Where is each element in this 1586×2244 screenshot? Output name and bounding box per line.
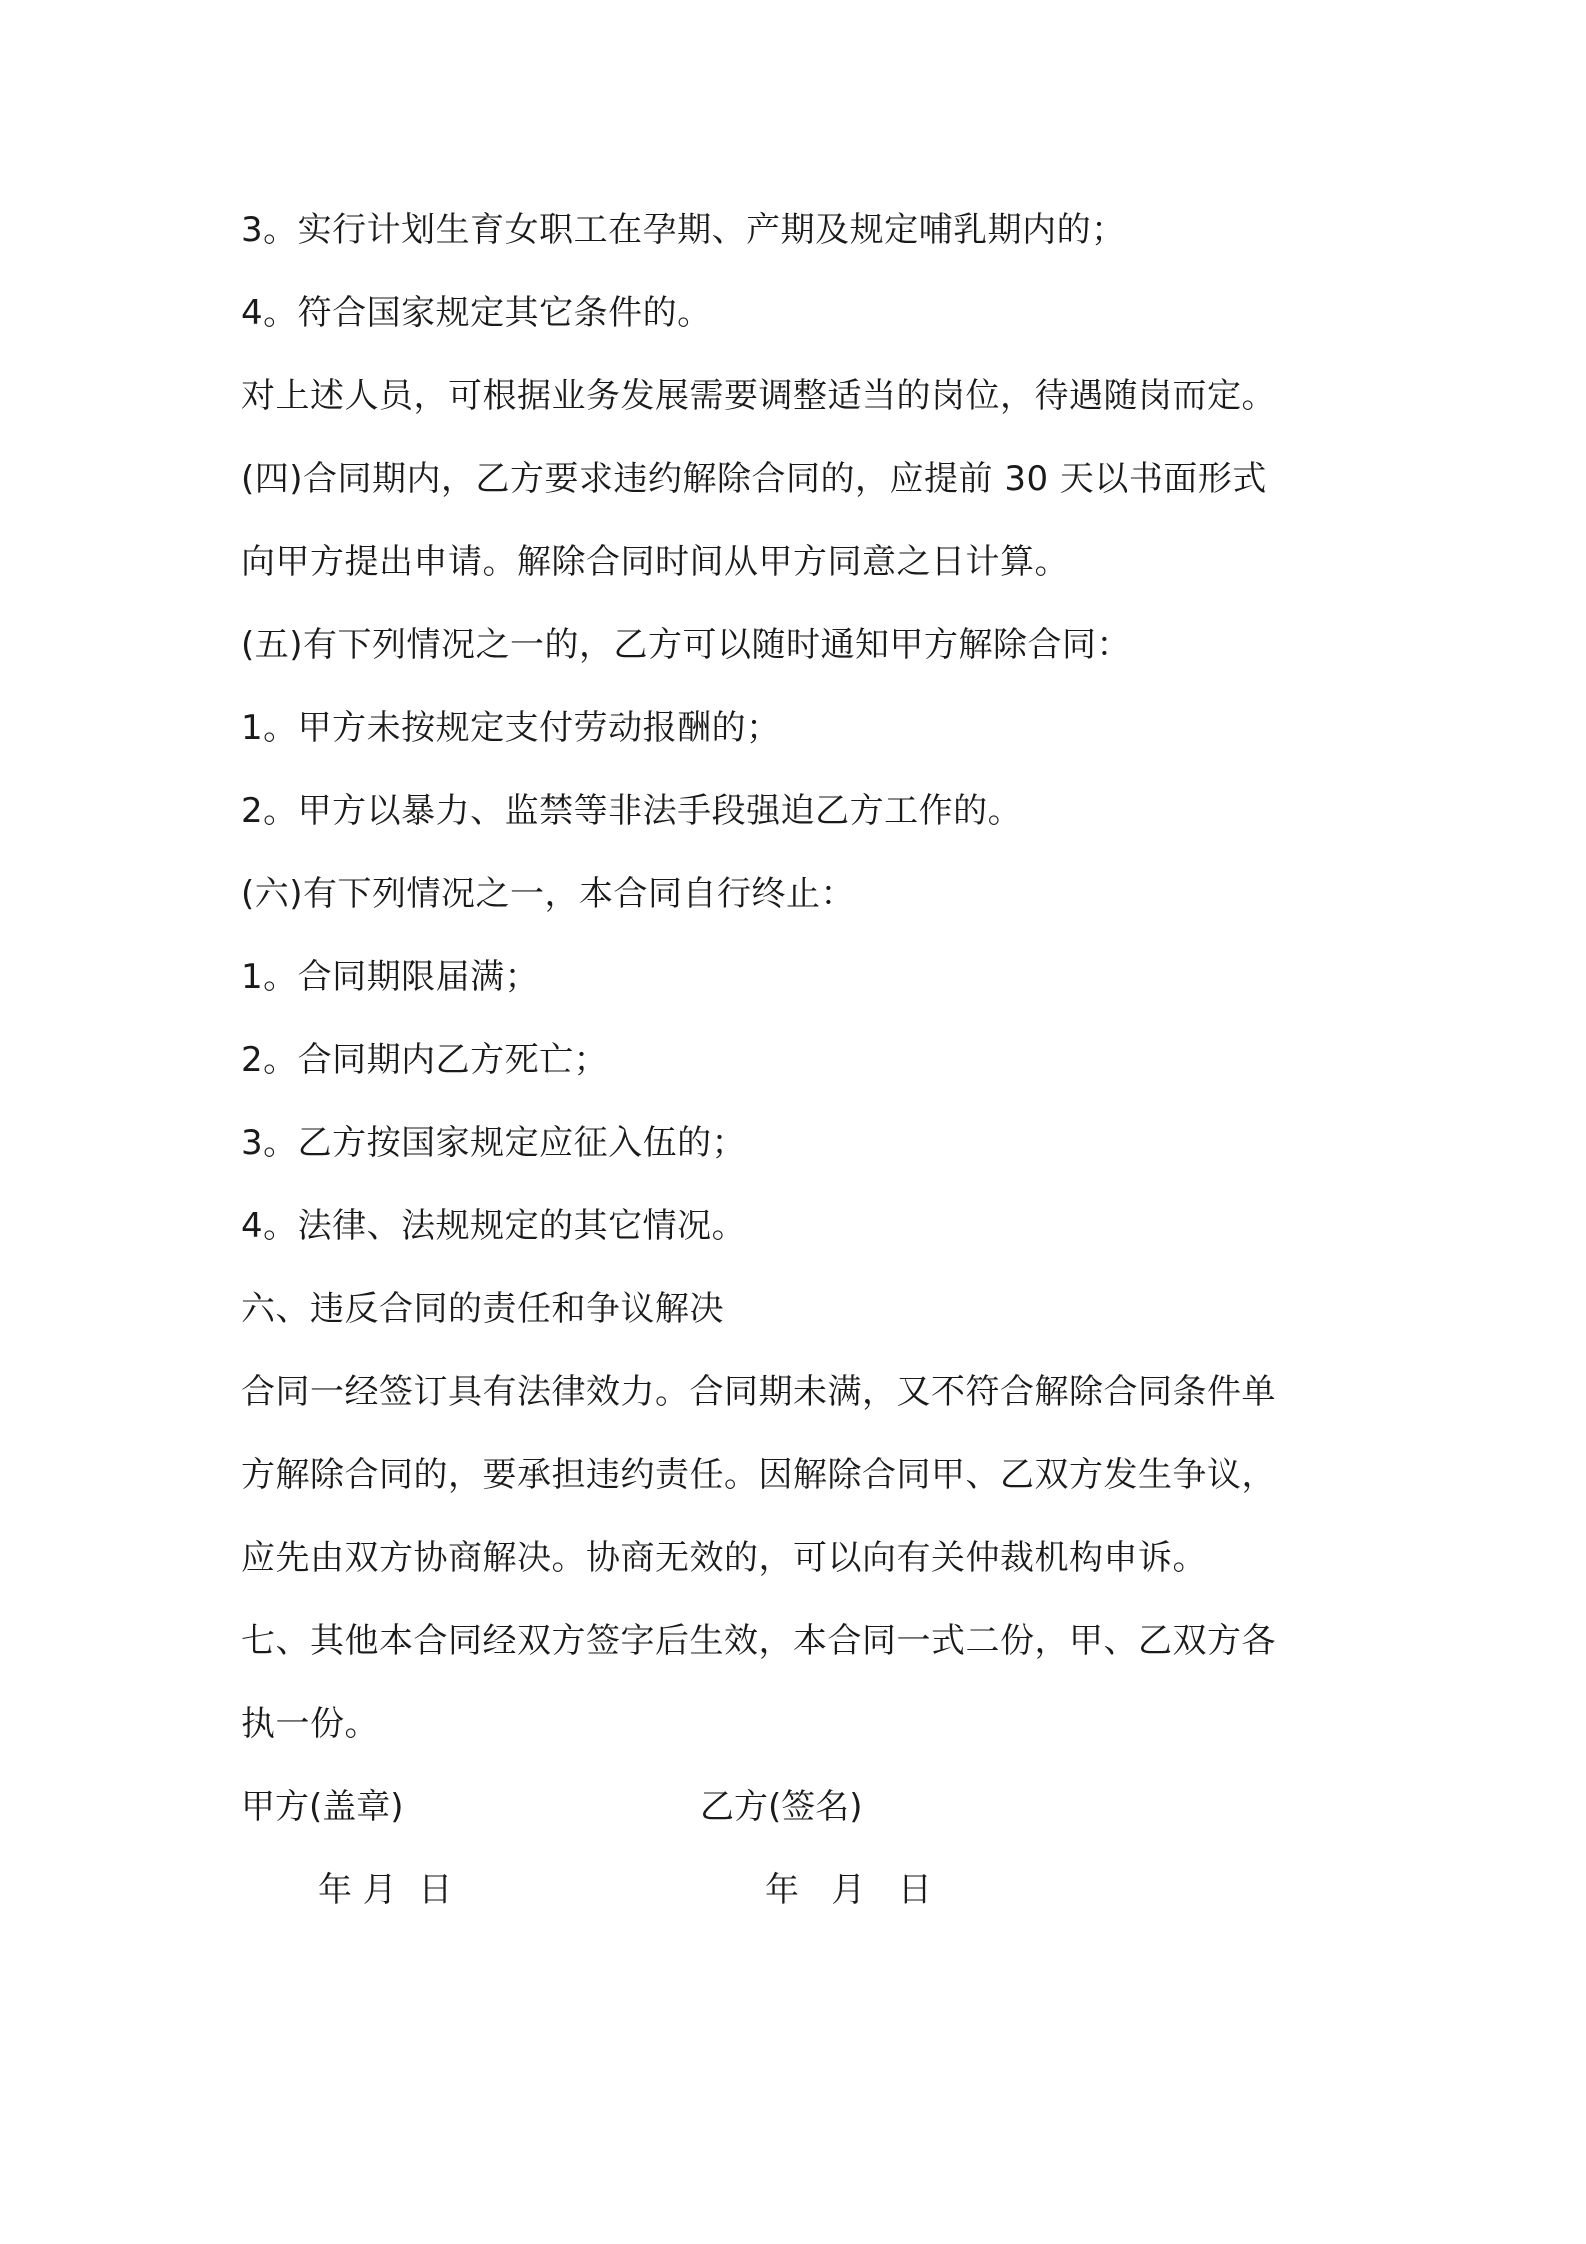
clause-line: 对上述人员，可根据业务发展需要调整适当的岗位，待遇随岗而定。 [241,376,1276,416]
clause-line: 应先由双方协商解决。协商无效的，可以向有关仲裁机构申诉。 [241,1538,1207,1578]
clause-line: (六)有下列情况之一，本合同自行终止： [241,874,856,914]
clause-line: 4。符合国家规定其它条件的。 [241,293,712,333]
clause-line: (四)合同期内，乙方要求违约解除合同的，应提前 30 天以书面形式 [241,459,1267,499]
clause-line: 3。乙方按国家规定应征入伍的； [241,1123,747,1163]
clause-line: 合同一经签订具有法律效力。合同期未满，又不符合解除合同条件单 [241,1372,1276,1412]
clause-line: 1。甲方未按规定支付劳动报酬的； [241,708,781,748]
party-a-date: 年 月 日 [318,1870,453,1910]
section-heading: 七、其他本合同经双方签字后生效，本合同一式二份，甲、乙双方各 [241,1621,1276,1661]
clause-line: 4。法律、法规规定的其它情况。 [241,1206,747,1246]
section-heading: 六、违反合同的责任和争议解决 [241,1289,724,1329]
clause-line: 执一份。 [241,1704,379,1744]
clause-line: (五)有下列情况之一的，乙方可以随时通知甲方解除合同： [241,625,1132,665]
clause-line: 方解除合同的，要承担违约责任。因解除合同甲、乙双方发生争议， [241,1455,1276,1495]
clause-line: 3。实行计划生育女职工在孕期、产期及规定哺乳期内的； [241,210,1126,250]
party-a-seal-label: 甲方(盖章) [241,1787,404,1827]
clause-line: 2。甲方以暴力、监禁等非法手段强迫乙方工作的。 [241,791,1023,831]
clause-line: 2。合同期内乙方死亡； [241,1040,609,1080]
clause-line: 1。合同期限届满； [241,957,540,997]
clause-line: 向甲方提出申请。解除合同时间从甲方同意之日计算。 [241,542,1069,582]
party-b-signature-label: 乙方(签名) [700,1787,863,1827]
party-b-date: 年 月 日 [765,1870,932,1910]
